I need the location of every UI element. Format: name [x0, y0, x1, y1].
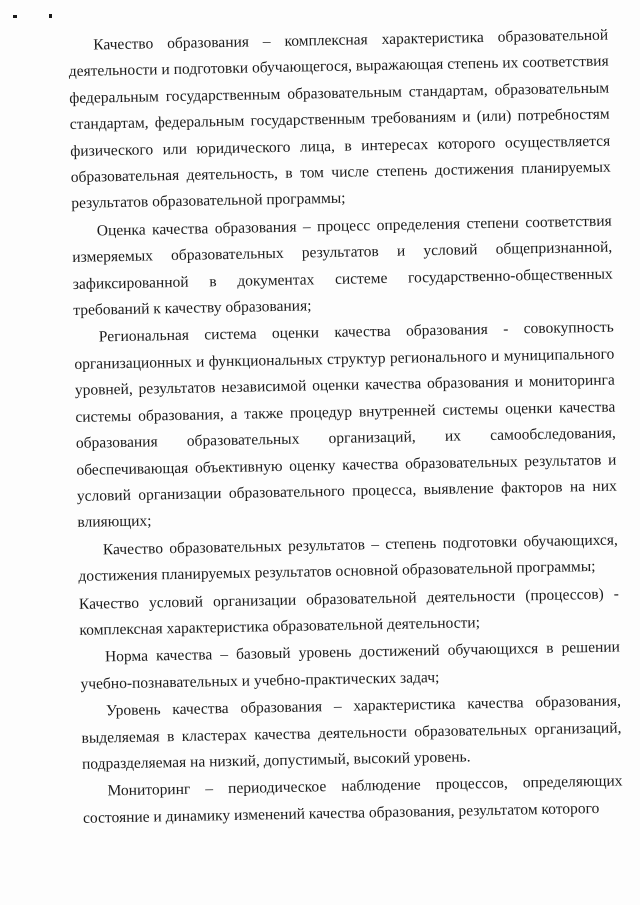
scan-speck	[49, 14, 52, 18]
document-body	[68, 23, 623, 833]
paragraph-monitoring: Мониторинг – периодическое наблюдение процессов, определяющих состояние и динамику изменений качества образования, результатом которого	[82, 772, 623, 827]
paragraph-quality-of-results: Качество образовательных результатов – степень подготовки обучающихся, достижения планируемых результатов основной образовательной программы;	[78, 531, 618, 586]
paragraph-quality-of-education: Качество образования – комплексная характеристика образовательной деятельности и подготовки обучающегося, выражающая степень их соответствия федеральным государственным образовательным стандартам, образовательным стандартам, федеральным государственным требованиям и (или) потребностям физического или юридического лица, в интересах которого осуществляется образовательная деятельность, в том числе степень достижения планируемых результатов образовательной программы;	[68, 26, 611, 213]
paragraph-quality-of-conditions: Качество условий организации образовательной деятельности (процессов) - комплексная характеристика образовательной деятельности;	[78, 585, 620, 639]
paragraph-quality-assessment: Оценка качества образования – процесс определения степени соответствия измеряемых образовательных результатов и условий общепризнанной, зафиксированной в документах системе государственно-общественных требований к качеству образования;	[72, 212, 613, 320]
paragraph-regional-assessment-system: Региональная система оценки качества образования - совокупность организационных и функциональных структур регионального и муниципального уровней, результатов независимой оценки качества образования и мониторинга системы образования, а также процедур внутренней системы оценки качества образования образовательных организаций, их самообследования, обеспечивающая объективную оценку качества образовательных результатов и условий организации образовательного процесса, выявление факторов на них влияющих;	[74, 319, 617, 532]
paragraph-quality-level: Уровень качества образования – характеристика качества образования, выделяемая в кластерах качества деятельности образовательных организаций, подразделяемая на низкий, допустимый, высокий уровень.	[81, 692, 622, 773]
paragraph-quality-norm: Норма качества – базовый уровень достижений обучающихся в решении учебно-познавательных и учебно-практических задач;	[80, 638, 621, 693]
scan-speck	[13, 15, 17, 18]
